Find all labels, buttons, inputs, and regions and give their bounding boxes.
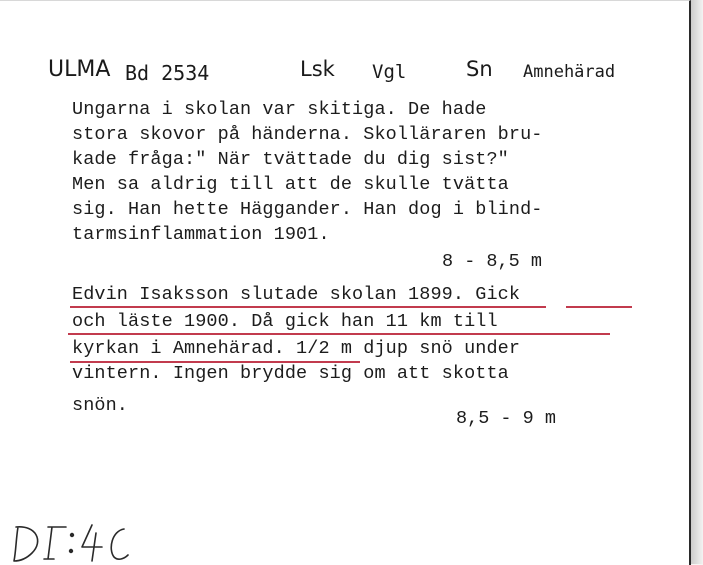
text-line: kade fråga:" När tvättade du dig sist?" — [72, 149, 509, 170]
parish-label: Sn — [466, 57, 493, 81]
text-line: Men sa aldrig till att de skulle tvätta — [72, 174, 509, 195]
text-line: sig. Han hette Häggander. Han dog i blind- — [72, 199, 543, 220]
province-value: Vgl — [372, 61, 407, 83]
underline-mark — [70, 306, 546, 308]
archive-code: ULMA — [48, 57, 111, 82]
text-line: och läste 1900. Då gick han 11 km till — [72, 311, 498, 332]
underline-mark — [566, 306, 632, 308]
text-line: stora skovor på händerna. Skolläraren bru- — [72, 124, 543, 145]
text-line: kyrkan i Amnehärad. 1/2 m djup snö under — [72, 338, 521, 359]
accession-number: Bd 2534 — [125, 61, 210, 85]
underline-mark — [68, 333, 610, 335]
text-line: vintern. Ingen brydde sig om att skotta — [72, 363, 509, 384]
province-label: Lsk — [300, 57, 335, 81]
handwritten-signature — [10, 519, 150, 565]
parish-value: Amnehärad — [523, 62, 616, 82]
text-line: Ungarna i skolan var skitiga. De hade — [72, 99, 487, 120]
measurement-depth-1: 8 - 8,5 m — [442, 251, 542, 272]
measurement-depth-2: 8,5 - 9 m — [456, 408, 556, 429]
underline-mark — [70, 361, 360, 363]
text-line: Edvin Isaksson slutade skolan 1899. Gick — [72, 284, 521, 305]
text-line: snön. — [72, 395, 129, 416]
text-line: tarmsinflammation 1901. — [72, 224, 330, 245]
card-edge — [691, 0, 703, 564]
